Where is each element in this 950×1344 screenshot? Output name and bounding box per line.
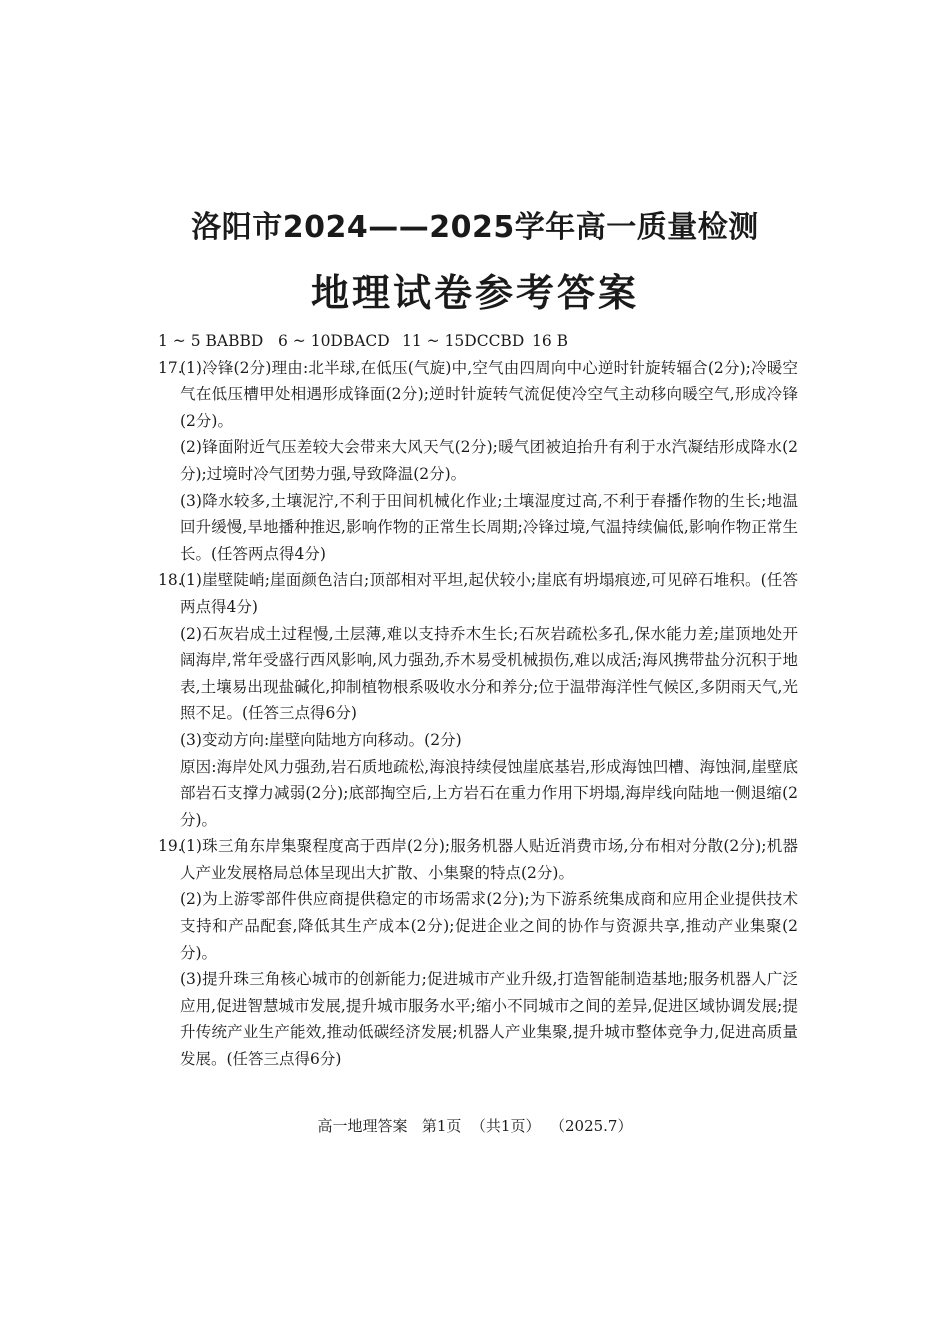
mc-group-1-5: 1 ~ 5 BABBD [158,332,264,350]
question-number: 18. [158,571,183,590]
document-title: 地理试卷参考答案 [310,271,639,315]
answer-part: (3)变动方向:崖壁向陆地方向移动。(2分) [180,730,462,749]
question-19 [158,833,798,1072]
multiple-choice-answers [158,328,798,355]
answer-content [158,328,798,1073]
answer-part: (3)提升珠三角核心城市的创新能力;促进城市产业升级,打造智能制造基地;服务机器人广泛应用,促进智慧城市发展,提升城市服务水平;缩小不同城市之间的差异,促进区域协调发展;提升传统产业生产能效,推动低碳经济发展;机器人产业集聚,提升城市整体竞争力,促进高质量发展。(任答三点得6分) [180,970,798,1069]
mc-group-16: 16 B [532,332,569,350]
question-number: 19. [158,837,183,856]
answer-part: (2)锋面附近气压差较大会带来大风天气(2分);暖气团被迫抬升有利于水汽凝结形成降水(2分);过境时冷气团势力强,导致降温(2分)。 [180,438,798,483]
question-17 [158,355,798,568]
question-18 [158,567,798,833]
answer-part: (2)为上游零部件供应商提供稳定的市场需求(2分);为下游系统集成商和应用企业提供技术支持和产品配套,降低其生产成本(2分);促进企业之间的协作与资源共享,推动产业集聚(2分)。 [180,890,798,962]
answer-part: (1)崖壁陡峭;崖面颜色洁白;顶部相对平坦,起伏较小;崖底有坍塌痕迹,可见碎石堆积。(任答两点得4分) [180,571,798,616]
answer-part: (1)冷锋(2分)理由:北半球,在低压(气旋)中,空气由四周向中心逆时针旋转辐合(2分);冷暖空气在低压槽甲处相遇形成锋面(2分);逆时针旋转气流促使冷空气主动移向暖空气,形成冷锋(2分)。 [180,358,798,430]
mc-group-6-10: 6 ~ 10DBACD [278,332,390,350]
page-footer: 高一地理答案 第1页 （共1页） （2025.7） [317,1117,633,1135]
answer-part: (1)珠三角东岸集聚程度高于西岸(2分);服务机器人贴近消费市场,分布相对分散(2分);机器人产业发展格局总体呈现出大扩散、小集聚的特点(2分)。 [180,837,798,882]
exam-title: 洛阳市2024——2025学年高一质量检测 [191,210,759,245]
question-number: 17. [158,358,183,377]
answer-part: (3)降水较多,土壤泥泞,不利于田间机械化作业;土壤湿度过高,不利于春播作物的生长;地温回升缓慢,旱地播种推迟,影响作物的正常生长周期;冷锋过境,气温持续偏低,影响作物正常生长。(任答两点得4分) [180,491,798,563]
answer-part: 原因:海岸处风力强劲,岩石质地疏松,海浪持续侵蚀崖底基岩,形成海蚀凹槽、海蚀洞,崖壁底部岩石支撑力减弱(2分);底部掏空后,上方岩石在重力作用下坍塌,海岸线向陆地一侧退缩(2分)。 [180,757,798,829]
mc-group-11-15: 11 ~ 15DCCBD [402,332,525,350]
answer-part: (2)石灰岩成土过程慢,土层薄,难以支持乔木生长;石灰岩疏松多孔,保水能力差;崖顶地处开阔海岸,常年受盛行西风影响,风力强劲,乔木易受机械损伤,难以成活;海风携带盐分沉积于地表,土壤易出现盐碱化,抑制植物根系吸收水分和养分;位于温带海洋性气候区,多阴雨天气,光照不足。(任答三点得6分) [180,624,798,723]
